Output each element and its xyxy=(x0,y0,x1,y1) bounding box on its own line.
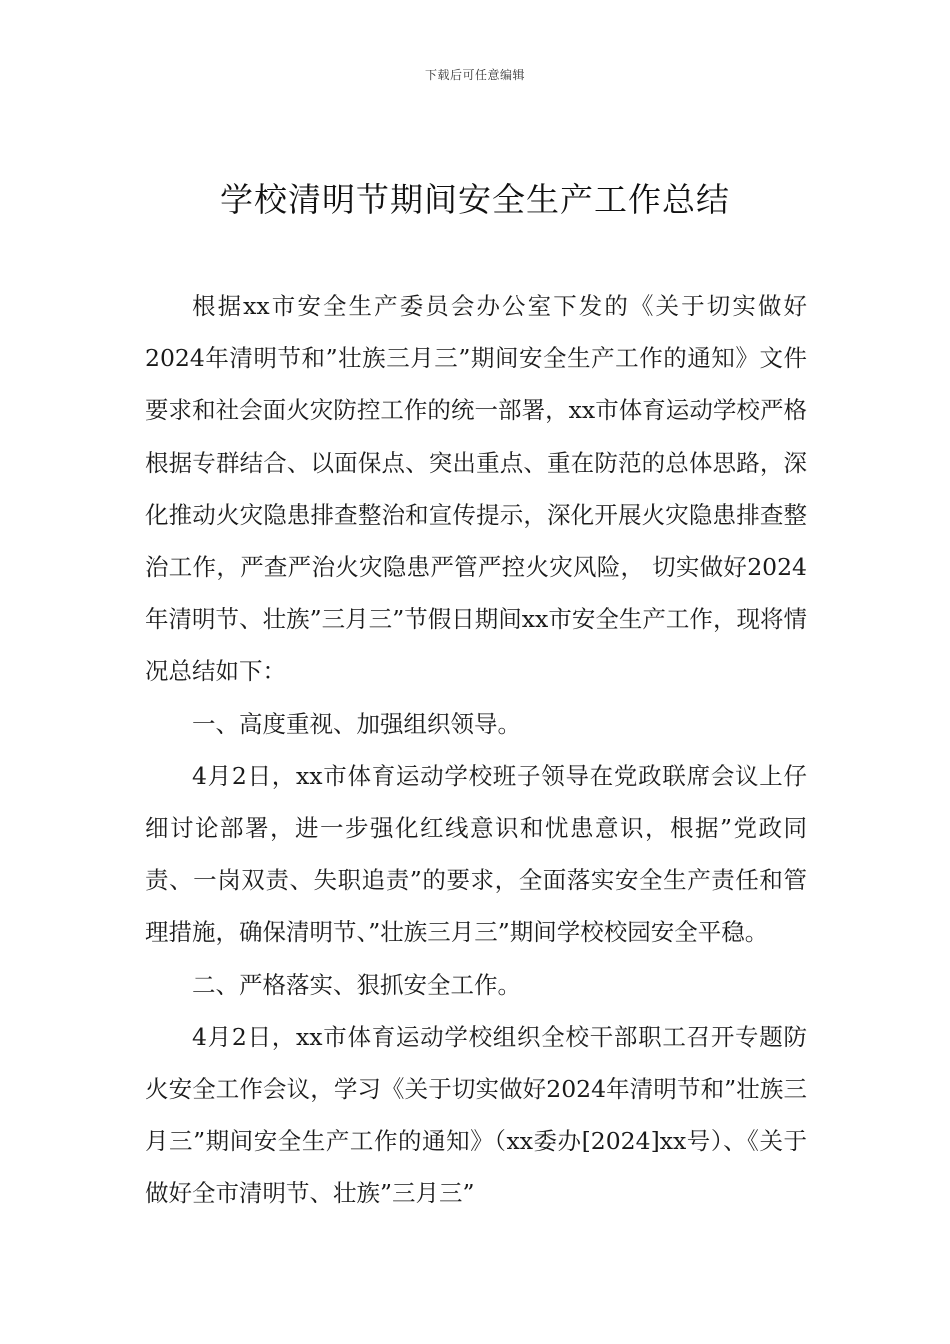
document-body xyxy=(145,280,807,1220)
header-note: 下载后可任意编辑 xyxy=(424,68,525,82)
section-heading-1: 一、高度重视、加强组织领导。 xyxy=(192,709,521,738)
paragraph-section-2: 4月2日，xx市体育运动学校组织全校干部职工召开专题防火安全工作会议，学习《关于切实做好2024年清明节和”壮族三月三”期间安全生产工作的通知》（xx委办[2024]xx号）、《关于做好全市清明节、壮族”三月三” xyxy=(145,1022,807,1208)
paragraph-section-1: 4月2日，xx市体育运动学校班子领导在党政联席会议上仔细讨论部署，进一步强化红线意识和忧患意识，根据”党政同责、一岗双责、失职追责”的要求，全面落实安全生产责任和管理措施，确保清明节、”壮族三月三”期间学校校园安全平稳。 xyxy=(145,761,807,947)
section-heading-2: 二、严格落实、狠抓安全工作。 xyxy=(192,970,521,999)
document-title: 学校清明节期间安全生产工作总结 xyxy=(220,180,730,219)
paragraph-intro: 根据xx市安全生产委员会办公室下发的《关于切实做好2024年清明节和”壮族三月三”期间安全生产工作的通知》文件要求和社会面火灾防控工作的统一部署，xx市体育运动学校严格根据专群结合、以面保点、突出重点、重在防范的总体思路，深化推动火灾隐患排查整治和宣传提示，深化开展火灾隐患排查整治工作，严查严治火灾隐患严管严控火灾风险， 切实做好2024年清明节、壮族”三月三”节假日期间xx市安全生产工作，现将情况总结如下： xyxy=(145,292,807,686)
